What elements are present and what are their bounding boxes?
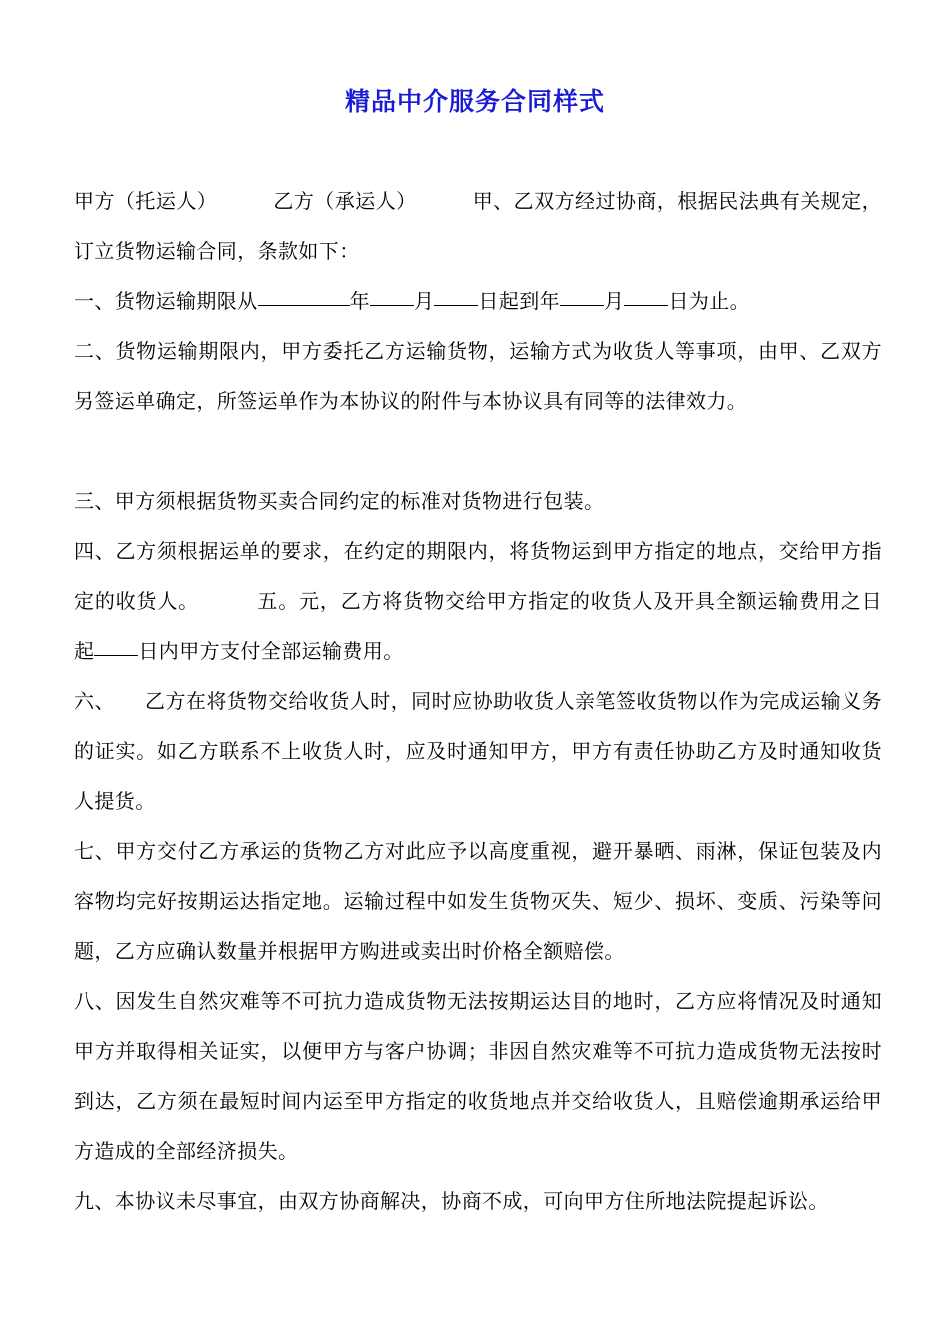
blank-field: [560, 304, 604, 306]
clause-1: 一、货物运输期限从 年 月 日起到年 月 日为止。: [74, 289, 751, 313]
clause-2: 二、货物运输期限内，甲方委托乙方运输货物，运输方式为收货人等事项，由甲、乙双方另签运单确定，所签运单作为本协议的附件与本协议具有同等的法律效力。: [74, 339, 882, 413]
clause-9: 九、本协议未尽事宜，由双方协商解决，协商不成，可向甲方住所地法院提起诉讼。: [74, 1189, 829, 1213]
blank-field: [434, 304, 478, 306]
party-a-label: 甲方（托运人）: [74, 189, 218, 213]
blank-field: [370, 304, 414, 306]
intro-paragraph: [74, 176, 882, 276]
document-title: 精品中介服务合同样式: [344, 87, 605, 116]
party-b-label: 乙方（承运人）: [273, 189, 417, 213]
clause-6: 六、 乙方在将货物交给收货人时，同时应协助收货人亲笔签收货物以作为完成运输义务的证实。如乙方联系不上收货人时，应及时通知甲方，甲方有责任协助乙方及时通知收货人提货。: [74, 689, 882, 813]
clause-8: 八、因发生自然灾难等不可抗力造成货物无法按期运达目的地时，乙方应将情况及时通知甲方并取得相关证实，以便甲方与客户协调；非因自然灾难等不可抗力造成货物无法按时到达，乙方须在最短时间内运至甲方指定的收货地点并交给收货人，且赔偿逾期承运给甲方造成的全部经济损失。: [74, 989, 882, 1163]
contract-body-top: [74, 176, 882, 426]
clause-4-5: [74, 526, 882, 676]
clause-5-prefix: 五。元，乙方将货物交给甲方指定的收货人及开具全额运输费用之日起: [74, 589, 882, 663]
contract-body-main: [74, 476, 882, 1226]
blank-field: [94, 654, 138, 656]
clause-3: 三、甲方须根据货物买卖合同约定的标准对货物进行包装。: [74, 489, 605, 513]
blank-field: [624, 304, 668, 306]
intro-text: 甲、乙双方经过协商，根据民法典有关规定，订立货物运输合同，条款如下：: [74, 189, 882, 263]
clause-7: 七、甲方交付乙方承运的货物乙方对此应予以高度重视，避开暴晒、雨淋，保证包装及内容物均完好按期运达指定地。运输过程中如发生货物灭失、短少、损坏、变质、污染等问题，乙方应确认数量并根据甲方购进或卖出时价格全额赔偿。: [74, 839, 882, 963]
blank-field: [258, 304, 350, 306]
clause-5-end: 日内甲方支付全部运输费用。: [138, 639, 404, 663]
clause-4: 四、乙方须根据运单的要求，在约定的期限内，将货物运到甲方指定的地点，交给甲方指定的收货人。: [74, 539, 882, 613]
